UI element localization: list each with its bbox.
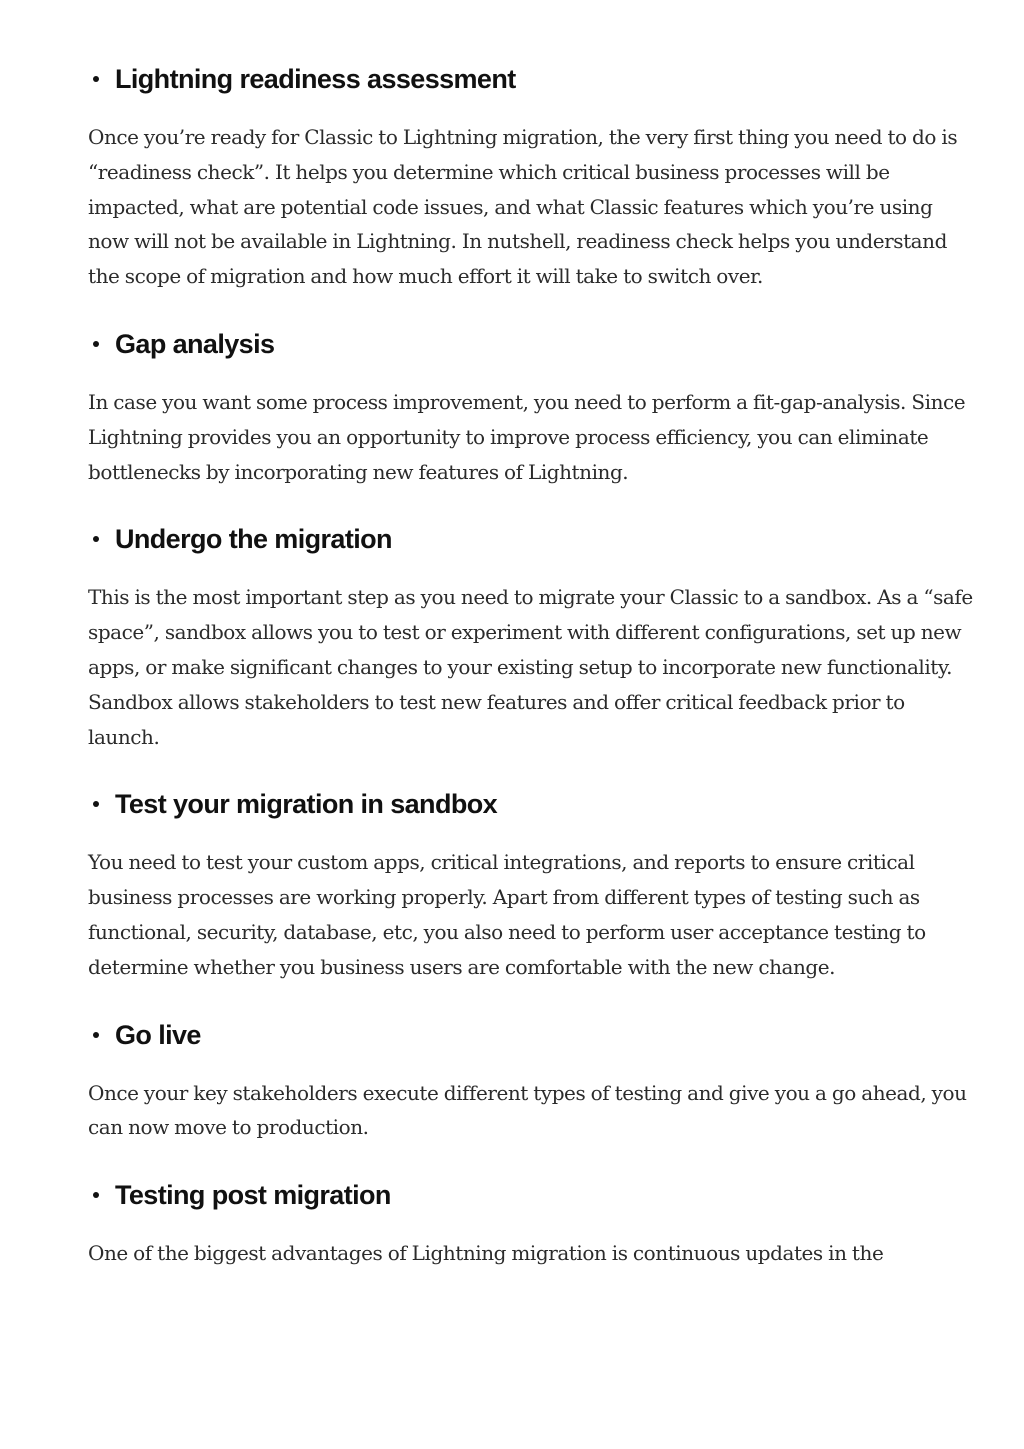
section-body-undergo-migration: This is the most important step as you need to migrate your Classic to a sandbox. As a “safe space”, sandbox allows you to test or experiment with different configurations, set up new apps, or make significant changes to your existing setup to incorporate new functionality. Sandbox allows stakeholders to test new features and offer critical feedback prior to launch. (88, 585, 973, 749)
section-heading-testing-post-migration (88, 1174, 978, 1216)
heading-text: Gap analysis (115, 328, 275, 359)
section-body-readiness-assessment: Once you’re ready for Classic to Lightning migration, the very first thing you need to do is “readiness check”. It helps you determine which critical business processes will be impacted, what are potential code issues, and what Classic features which you’re using now will not be available in Lightning. In nutshell, readiness check helps you understand the scope of migration and how much effort it will take to switch over. (88, 125, 958, 289)
heading-text: Testing post migration (115, 1180, 391, 1211)
section-body-gap-analysis: In case you want some process improvement, you need to perform a fit-gap-analysis. Since Lightning provides you an opportunity to improve process efficiency, you can eliminate bottlenecks by incorporating new features of Lightning. (88, 389, 966, 484)
bullet-icon (93, 1032, 99, 1038)
heading-text: Go live (115, 1019, 201, 1050)
heading-text: Undergo the migration (115, 524, 392, 555)
article-content (88, 58, 978, 1300)
section-heading-go-live (88, 1014, 978, 1056)
section-heading-gap-analysis (88, 323, 978, 365)
bullet-icon (93, 76, 99, 82)
bullet-icon (93, 341, 99, 347)
section-heading-undergo-migration (88, 518, 978, 560)
section-heading-readiness-assessment (88, 58, 978, 100)
heading-text: Test your migration in sandbox (115, 789, 498, 820)
bullet-icon (93, 1192, 99, 1198)
heading-text: Lightning readiness assessment (115, 64, 516, 94)
bullet-icon (93, 801, 99, 807)
section-heading-test-sandbox (88, 783, 978, 825)
section-body-test-sandbox: You need to test your custom apps, critical integrations, and reports to ensure critical business processes are working properly. Apart from different types of testing such as functional, security, database, etc, you also need to perform user acceptance testing to determine whether you business users are comfortable with the new change. (88, 850, 926, 979)
section-body-go-live: Once your key stakeholders execute different types of testing and give you a go ahead, you can now move to production. (88, 1080, 967, 1140)
section-body-testing-post-migration: One of the biggest advantages of Lightning migration is continuous updates in the (88, 1241, 884, 1266)
bullet-icon (93, 536, 99, 542)
